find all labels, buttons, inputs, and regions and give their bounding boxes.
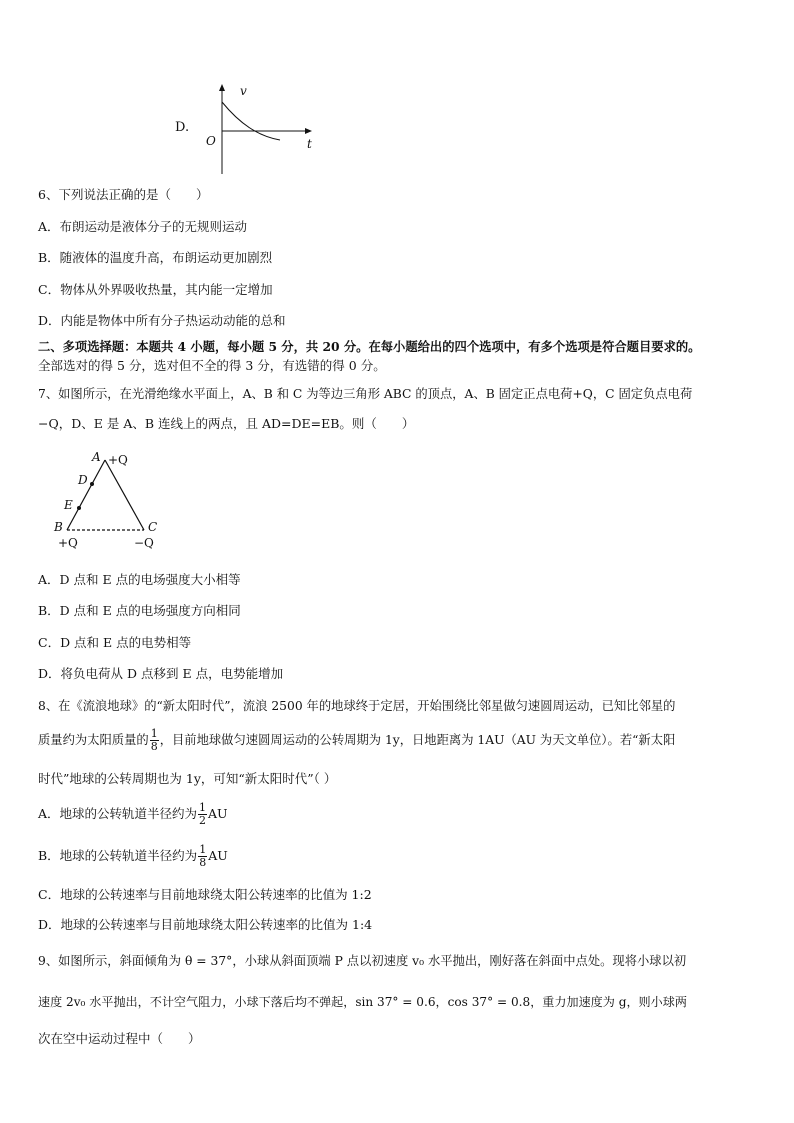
q8-option-c: C．地球的公转速率与目前地球绕太阳公转速率的比值为 1:2 — [38, 887, 372, 902]
q8-option-a-pre: A．地球的公转轨道半径约为 — [38, 806, 198, 821]
section2-line2: 全部选对的得 5 分，选对但不全的得 3 分，有选错的得 0 分。 — [38, 358, 386, 373]
q8-option-a-unit: AU — [208, 806, 228, 821]
q7-option-c: C．D 点和 E 点的电势相等 — [38, 635, 192, 650]
point-e — [77, 506, 81, 510]
section2-line1: 二、多项选择题：本题共 4 小题，每小题 5 分，共 20 分。在每小题给出的四个选项中，有多个选项是符合题目要求的。 — [38, 339, 701, 354]
q8-line2-pre: 质量约为太阳质量的 — [38, 733, 149, 747]
t-axis-label: t — [307, 137, 312, 151]
fraction-numerator: 1 — [150, 727, 158, 740]
q7-line1: 7、如图所示，在光滑绝缘水平面上，A、B 和 C 为等边三角形 ABC 的顶点，A、B 固定正点电荷+Q，C 固定负点电荷 — [38, 387, 693, 401]
vertex-a-label: A — [92, 450, 101, 464]
q8-line2-post: ，目前地球做匀速圆周运动的公转周期为 1y，日地距离为 1AU（AU 为天文单位）。若“新太阳 — [159, 733, 676, 747]
q9-line1: 9、如图所示，斜面倾角为 θ = 37°，小球从斜面顶端 P 点以初速度 v₀ 水平抛出，刚好落在斜面中点处。现将小球以初 — [38, 954, 687, 968]
point-d — [90, 482, 94, 486]
vertex-b-charge: +Q — [58, 536, 78, 550]
point-e-label: E — [64, 498, 73, 512]
q7-option-a: A．D 点和 E 点的电场强度大小相等 — [38, 572, 241, 587]
fraction-denominator: 8 — [199, 856, 207, 869]
q6-option-a: A．布朗运动是液体分子的无规则运动 — [38, 219, 248, 234]
t-axis-arrow — [305, 128, 312, 134]
q8-option-a — [38, 796, 228, 832]
q8-option-d: D．地球的公转速率与目前地球绕太阳公转速率的比值为 1:4 — [38, 917, 373, 932]
q8-option-b-pre: B．地球的公转轨道半径约为 — [38, 848, 198, 863]
q7-line2: −Q，D、E 是 A、B 连线上的两点，且 AD=DE=EB。则（ ） — [38, 416, 415, 431]
side-ac — [105, 460, 144, 530]
vertex-b-label: B — [54, 520, 63, 534]
q9-line2: 速度 2v₀ 水平抛出，不计空气阻力，小球下落后均不弹起，sin 37° = 0.6，cos 37° = 0.8，重力加速度为 g，则小球两 — [38, 995, 687, 1009]
fraction-denominator: 8 — [150, 740, 158, 753]
q6-stem: 6、下列说法正确的是（ ） — [38, 187, 209, 202]
q6-option-b: B．随液体的温度升高，布朗运动更加剧烈 — [38, 250, 273, 265]
fraction-one-eighth — [198, 844, 207, 869]
side-ab — [67, 460, 105, 530]
triangle-figure — [50, 450, 180, 555]
vertex-a-charge: +Q — [108, 453, 128, 467]
origin-label: O — [206, 134, 216, 148]
velocity-time-graph — [170, 82, 330, 177]
fraction-one-half — [198, 802, 207, 827]
q7-option-d: D．将负电荷从 D 点移到 E 点，电势能增加 — [38, 666, 284, 681]
q8-line2 — [38, 722, 675, 758]
v-axis-arrow — [219, 84, 225, 91]
q8-option-b — [38, 838, 228, 874]
q8-line1: 8、在《流浪地球》的“新太阳时代”，流浪 2500 年的地球终于定居，开始围绕比邻星做匀速圆周运动，已知比邻星的 — [38, 699, 676, 713]
point-d-label: D — [78, 473, 88, 487]
q8-option-b-unit: AU — [208, 848, 228, 863]
fraction-one-eighth — [150, 728, 159, 753]
q8-line3: 时代”地球的公转周期也为 1y，可知“新太阳时代”（ ） — [38, 771, 337, 786]
q7-option-b: B．D 点和 E 点的电场强度方向相同 — [38, 603, 241, 618]
fraction-numerator: 1 — [199, 843, 207, 856]
q6-option-d: D．内能是物体中所有分子热运动动能的总和 — [38, 313, 286, 328]
v-axis-label: v — [240, 84, 247, 98]
vertex-c-charge: −Q — [134, 536, 154, 550]
fraction-numerator: 1 — [199, 801, 207, 814]
velocity-curve — [222, 102, 280, 140]
option-d-label: D. — [175, 120, 190, 135]
vertex-c-label: C — [148, 520, 158, 534]
option-d-graph — [170, 82, 330, 177]
q9-line3: 次在空中运动过程中（ ） — [38, 1031, 201, 1046]
q6-option-c: C．物体从外界吸收热量，其内能一定增加 — [38, 282, 273, 297]
fraction-denominator: 2 — [199, 814, 207, 827]
